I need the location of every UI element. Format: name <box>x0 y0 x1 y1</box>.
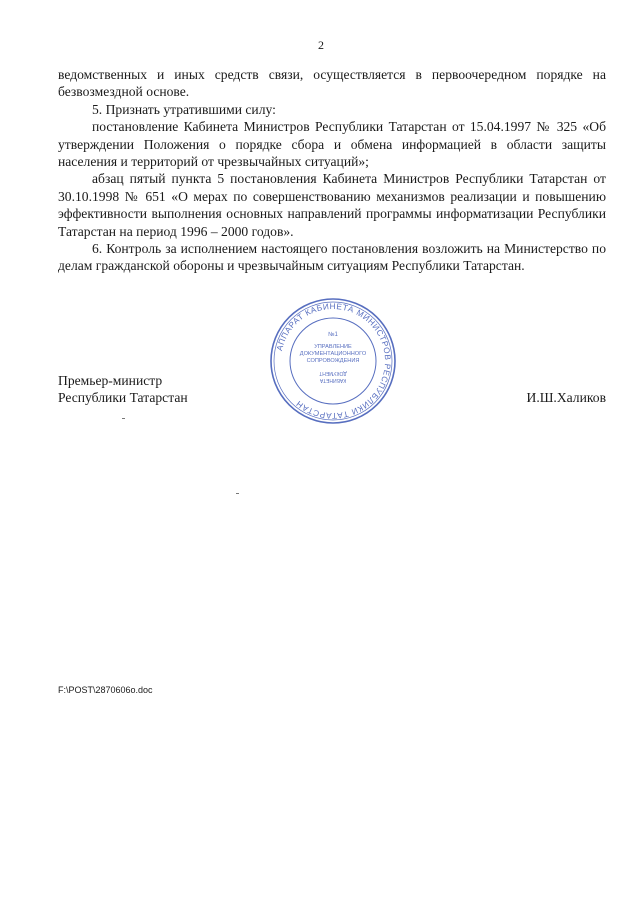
svg-text:№1: №1 <box>328 332 338 338</box>
signer-title-line1: Премьер-министр <box>58 373 163 388</box>
document-body <box>58 66 606 275</box>
paragraph-repeal-2: абзац пятый пункта 5 постановления Кабинета Министров Республики Татарстан от 30.10.1998 № 651 «О мерах по совершенствованию механизмов реализации и повышению эффективности выполнения основных направлений программы информатизации Республики Татарстан на период 1996 – 2000 годов». <box>58 171 606 239</box>
svg-text:КАБИНЕТА: КАБИНЕТА <box>319 377 347 383</box>
svg-text:УПРАВЛЕНИЕ: УПРАВЛЕНИЕ <box>314 344 352 350</box>
signature-block <box>58 372 606 407</box>
file-path-footer: F:\POST\2870606o.doc <box>58 685 153 695</box>
svg-text:СОПРОВОЖДЕНИЯ: СОПРОВОЖДЕНИЯ <box>306 358 360 364</box>
signer-title <box>58 372 606 407</box>
scan-speck <box>236 493 239 494</box>
signer-title-line2: Республики Татарстан <box>58 390 188 406</box>
page-number: 2 <box>318 38 324 52</box>
paragraph-item-5: 5. Признать утратившими силу: <box>92 101 276 117</box>
paragraph-continuation: ведомственных и иных средств связи, осуществляется в первоочередном порядке на безвозмездной основе. <box>58 67 606 100</box>
svg-text:ДОКУМЕНТ: ДОКУМЕНТ <box>319 370 347 376</box>
signer-name: И.Ш.Халиков <box>526 390 606 406</box>
svg-text:АППАРАТ КАБИНЕТА МИНИСТРОВ РЕС: АППАРАТ КАБИНЕТА МИНИСТРОВ РЕСПУБЛИКИ ТАТАРСТАН <box>275 301 393 421</box>
paragraph-repeal-1: постановление Кабинета Министров Республики Татарстан от 15.04.1997 № 325 «Об утверждении Положения о порядке сбора и обмена информацией в области защиты населения и территорий от чрезвычайных ситуаций»; <box>58 119 606 170</box>
svg-text:ДОКУМЕНТАЦИОННОГО: ДОКУМЕНТАЦИОННОГО <box>299 351 367 357</box>
scan-speck <box>122 418 125 419</box>
paragraph-item-6: 6. Контроль за исполнением настоящего постановления возложить на Министерство по делам гражданской обороны и чрезвычайным ситуациям Республики Татарстан. <box>58 241 606 274</box>
